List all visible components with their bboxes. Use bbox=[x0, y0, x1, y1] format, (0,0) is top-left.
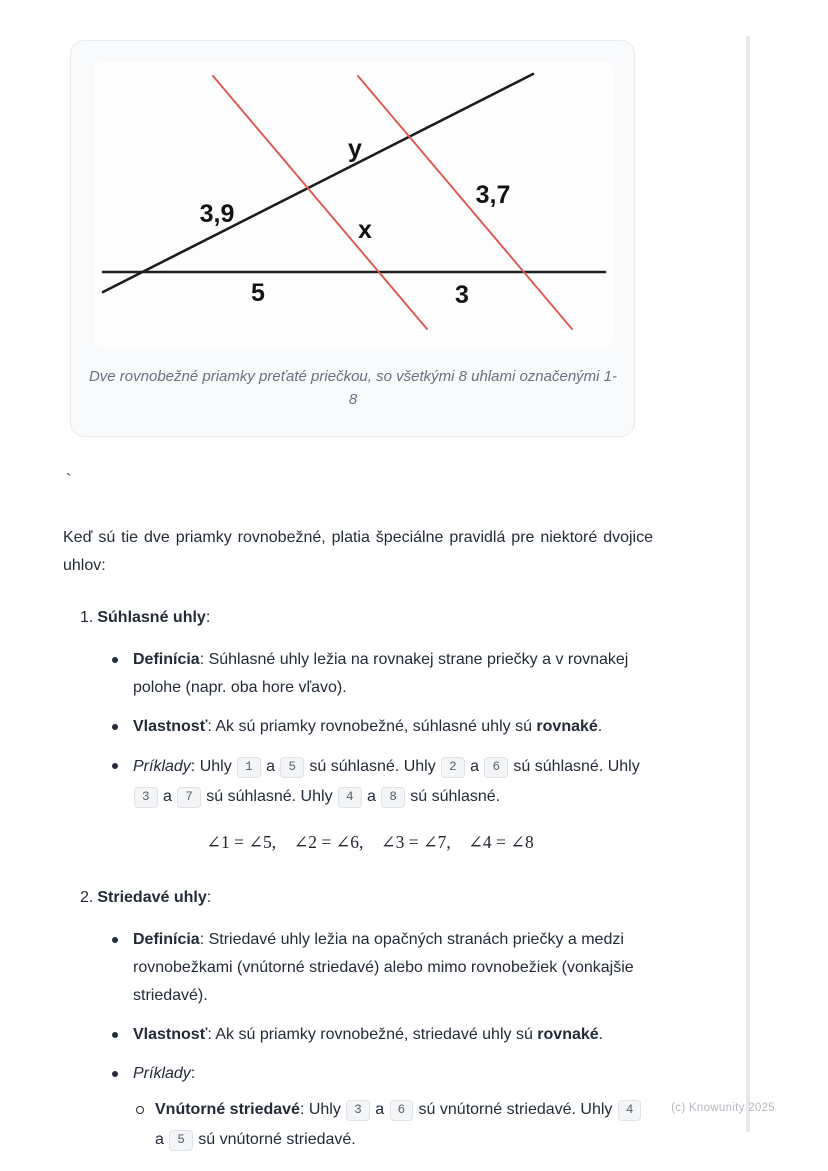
section-1-title: Súhlasné uhly bbox=[97, 609, 206, 626]
bullet-definicia-1 bbox=[110, 646, 653, 702]
vlastnost-label: Vlastnosť bbox=[133, 1026, 208, 1043]
label-3: 3 bbox=[455, 281, 469, 309]
stray-backtick-text: ` bbox=[66, 472, 72, 489]
definicia-label: Definícia bbox=[133, 931, 200, 948]
bullet-vlastnost-2: Vlastnosť: Ak sú priamky rovnobežné, striedavé uhly sú rovnaké. bbox=[110, 1021, 653, 1049]
page-edge-divider bbox=[746, 36, 750, 1132]
section-2-bullets bbox=[110, 926, 653, 1155]
figure-panel bbox=[93, 62, 613, 348]
priklady-label: Príklady bbox=[133, 758, 191, 775]
bullet-definicia-2 bbox=[110, 926, 653, 1010]
angle-badge-8: 8 bbox=[381, 787, 405, 808]
angle-badge-3: 3 bbox=[134, 787, 158, 808]
bullet-priklady-1: Príklady: Uhly 1 a 5 sú súhlasné. Uhly 2 a 6 sú súhlasné. Uhly 3 a 7 sú súhlasné. Uhly 4 a 8 sú súhlasné. bbox=[110, 752, 653, 812]
vlastnost-bold: rovnaké bbox=[536, 718, 598, 735]
figure-caption: Dve rovnobežné priamky preťaté priečkou, so všetkými 8 uhlami označenými 1-8 bbox=[88, 368, 618, 408]
vlastnost-label: Vlastnosť bbox=[133, 718, 208, 735]
main-content bbox=[63, 524, 653, 1166]
angle-badge-3: 3 bbox=[346, 1100, 370, 1121]
bullet-dot-icon bbox=[110, 752, 133, 812]
sub-bullet-vnutorne: Vnútorné striedavé: Uhly 3 a 6 sú vnútorné striedavé. Uhly 4 a 5 sú vnútorné striedavé. bbox=[133, 1095, 653, 1155]
bullet-vlastnost-1: Vlastnosť: Ak sú priamky rovnobežné, súhlasné uhly sú rovnaké. bbox=[110, 713, 653, 741]
angle-badge-2: 2 bbox=[441, 757, 465, 778]
red-parallel-line-1 bbox=[213, 76, 427, 329]
angle-badge-6: 6 bbox=[484, 757, 508, 778]
bullet-dot-icon bbox=[110, 646, 133, 702]
angle-badge-5: 5 bbox=[280, 757, 304, 778]
label-3-7: 3,7 bbox=[475, 181, 511, 209]
angle-badge-7: 7 bbox=[177, 787, 201, 808]
section-2-number: 2. bbox=[80, 889, 94, 906]
section-1-bullets bbox=[110, 646, 653, 812]
section-1-number: 1. bbox=[80, 609, 94, 626]
vnutorne-label: Vnútorné striedavé bbox=[155, 1101, 300, 1118]
bullet-dot-icon bbox=[110, 926, 133, 1010]
angle-badge-5: 5 bbox=[169, 1130, 193, 1151]
math-formula: ∠1 = ∠5, ∠2 = ∠6, ∠3 = ∠7, ∠4 = ∠8 bbox=[206, 832, 534, 852]
circle-bullet-icon bbox=[133, 1095, 155, 1155]
angle-badge-4: 4 bbox=[338, 787, 362, 808]
definicia-text: : Súhlasné uhly ležia na rovnakej strane priečky a v rovnakej polohe (napr. oba hore vľavo). bbox=[133, 651, 629, 696]
angle-badge-6: 6 bbox=[390, 1100, 414, 1121]
watermark-text: (c) Knowunity 2025 bbox=[671, 1102, 775, 1114]
section-1-heading bbox=[80, 604, 653, 632]
label-y: y bbox=[348, 135, 362, 163]
section-1-title-colon: : bbox=[205, 609, 211, 626]
angle-badge-1: 1 bbox=[237, 757, 261, 778]
label-3-9: 3,9 bbox=[199, 200, 235, 228]
bullet-dot-icon bbox=[110, 713, 133, 741]
intro-paragraph: Keď sú tie dve priamky rovnobežné, platia špeciálne pravidlá pre niektoré dvojice uhlov: bbox=[63, 529, 653, 574]
definicia-label: Definícia bbox=[133, 651, 200, 668]
angle-badge-4: 4 bbox=[618, 1100, 642, 1121]
vlastnost-bold: rovnaké bbox=[537, 1026, 599, 1043]
figure-card bbox=[70, 40, 635, 437]
section-2-title-colon: : bbox=[206, 889, 212, 906]
priklady-label: Príklady bbox=[133, 1065, 191, 1082]
bullet-dot-icon bbox=[110, 1021, 133, 1049]
diagonal-transversal-line bbox=[103, 74, 533, 292]
bullet-priklady-2: Príklady: Vnútorné striedavé: Uhly 3 a 6 sú vnútorné striedavé. Uhly 4 a 5 sú vnútorné striedavé. bbox=[110, 1060, 653, 1155]
section-2-heading bbox=[80, 884, 653, 912]
section-2-title: Striedavé uhly bbox=[97, 889, 207, 906]
label-x: x bbox=[358, 216, 372, 244]
parallel-lines-diagram bbox=[93, 62, 613, 347]
label-5: 5 bbox=[251, 279, 265, 307]
definicia-text: : Striedavé uhly ležia na opačných stranách priečky a medzi rovnobežkami (vnútorné striedavé) alebo mimo rovnobežiek (vonkajšie striedavé). bbox=[133, 931, 634, 1004]
bullet-dot-icon bbox=[110, 1060, 133, 1155]
